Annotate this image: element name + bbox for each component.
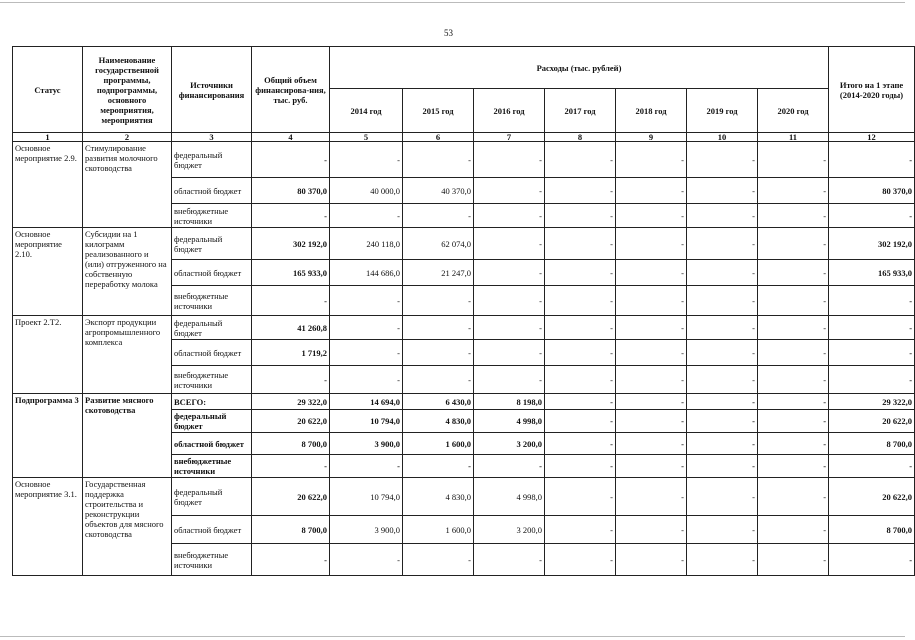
year-value-cell: - xyxy=(545,410,616,433)
year-value-cell: 21 247,0 xyxy=(403,260,474,286)
status-cell: Подпрограмма 3 xyxy=(13,394,83,478)
page-number: 53 xyxy=(444,28,453,38)
year-value-cell: - xyxy=(687,316,758,340)
year-value-cell: - xyxy=(616,204,687,228)
year-value-cell: - xyxy=(545,340,616,366)
year-value-cell: - xyxy=(758,260,829,286)
source-cell: федеральный бюджет xyxy=(172,142,252,178)
header-final: Итого на 1 этапе (2014-2020 годы) xyxy=(829,47,915,133)
scan-artifact xyxy=(0,2,905,3)
header-year: 2015 год xyxy=(403,89,474,133)
year-value-cell: - xyxy=(545,228,616,260)
year-value-cell: - xyxy=(403,142,474,178)
year-value-cell: - xyxy=(758,228,829,260)
total-cell: 1 719,2 xyxy=(252,340,330,366)
source-cell: областной бюджет xyxy=(172,260,252,286)
year-value-cell: 6 430,0 xyxy=(403,394,474,410)
year-value-cell: - xyxy=(330,286,403,316)
table-row xyxy=(13,142,915,178)
year-value-cell: 3 900,0 xyxy=(330,516,403,544)
header-name: Наименование государственной программы, подпрограммы, основного мероприятия, мероприятия xyxy=(83,47,172,133)
year-value-cell: - xyxy=(474,455,545,478)
name-cell: Стимулирование развития молочного скотоводства xyxy=(83,142,172,228)
source-cell: федеральный бюджет xyxy=(172,316,252,340)
year-value-cell: - xyxy=(758,394,829,410)
year-value-cell: - xyxy=(545,366,616,394)
year-value-cell: - xyxy=(545,394,616,410)
total-cell: 29 322,0 xyxy=(252,394,330,410)
year-value-cell: - xyxy=(474,260,545,286)
year-value-cell: - xyxy=(758,410,829,433)
year-value-cell: - xyxy=(758,178,829,204)
total-cell: 41 260,8 xyxy=(252,316,330,340)
year-value-cell: - xyxy=(616,178,687,204)
column-number: 9 xyxy=(616,133,687,142)
source-cell: внебюджетные источники xyxy=(172,286,252,316)
total-cell: - xyxy=(252,286,330,316)
year-value-cell: - xyxy=(687,455,758,478)
column-numbers-row xyxy=(13,133,915,142)
year-value-cell: - xyxy=(616,366,687,394)
source-cell: областной бюджет xyxy=(172,516,252,544)
year-value-cell: - xyxy=(616,316,687,340)
year-value-cell: 40 000,0 xyxy=(330,178,403,204)
source-cell: ВСЕГО: xyxy=(172,394,252,410)
year-value-cell: - xyxy=(758,478,829,516)
source-cell: федеральный бюджет xyxy=(172,478,252,516)
year-value-cell: 240 118,0 xyxy=(330,228,403,260)
total-cell: 302 192,0 xyxy=(252,228,330,260)
table-row xyxy=(13,478,915,516)
header-year: 2014 год xyxy=(330,89,403,133)
header-expenses: Расходы (тыс. рублей) xyxy=(330,47,829,89)
source-cell: внебюджетные источники xyxy=(172,366,252,394)
total-cell: - xyxy=(252,204,330,228)
year-value-cell: - xyxy=(474,544,545,576)
year-value-cell: - xyxy=(330,204,403,228)
column-number: 12 xyxy=(829,133,915,142)
year-value-cell: - xyxy=(474,228,545,260)
final-cell: - xyxy=(829,204,915,228)
year-value-cell: 1 600,0 xyxy=(403,516,474,544)
header-total: Общий объем финансирова-ния, тыс. руб. xyxy=(252,47,330,133)
total-cell: 8 700,0 xyxy=(252,433,330,455)
source-cell: федеральный бюджет xyxy=(172,228,252,260)
year-value-cell: - xyxy=(474,366,545,394)
year-value-cell: - xyxy=(687,478,758,516)
year-value-cell: - xyxy=(330,366,403,394)
final-cell: 8 700,0 xyxy=(829,516,915,544)
final-cell: 29 322,0 xyxy=(829,394,915,410)
year-value-cell: - xyxy=(687,394,758,410)
year-value-cell: - xyxy=(403,455,474,478)
total-cell: 8 700,0 xyxy=(252,516,330,544)
total-cell: - xyxy=(252,142,330,178)
year-value-cell: 4 998,0 xyxy=(474,478,545,516)
total-cell: - xyxy=(252,366,330,394)
final-cell: 8 700,0 xyxy=(829,433,915,455)
name-cell: Развитие мясного скотоводства xyxy=(83,394,172,478)
final-cell: - xyxy=(829,316,915,340)
column-number: 6 xyxy=(403,133,474,142)
year-value-cell: 62 074,0 xyxy=(403,228,474,260)
year-value-cell: - xyxy=(758,455,829,478)
year-value-cell: - xyxy=(687,366,758,394)
status-cell: Основное мероприятие 3.1. xyxy=(13,478,83,576)
source-cell: областной бюджет xyxy=(172,340,252,366)
total-cell: 20 622,0 xyxy=(252,410,330,433)
scan-artifact xyxy=(0,636,905,637)
year-value-cell: - xyxy=(758,286,829,316)
final-cell: - xyxy=(829,366,915,394)
column-number: 3 xyxy=(172,133,252,142)
name-cell: Субсидии на 1 килограмм реализованного и (или) отгруженного на собственную переработку молока xyxy=(83,228,172,316)
year-value-cell: - xyxy=(403,366,474,394)
year-value-cell: - xyxy=(403,340,474,366)
year-value-cell: - xyxy=(616,340,687,366)
budget-table xyxy=(12,46,915,576)
year-value-cell: - xyxy=(687,516,758,544)
year-value-cell: 10 794,0 xyxy=(330,410,403,433)
year-value-cell: - xyxy=(403,286,474,316)
year-value-cell: - xyxy=(330,455,403,478)
header-year: 2020 год xyxy=(758,89,829,133)
header-year: 2019 год xyxy=(687,89,758,133)
year-value-cell: - xyxy=(616,410,687,433)
column-number: 8 xyxy=(545,133,616,142)
year-value-cell: - xyxy=(687,228,758,260)
year-value-cell: - xyxy=(616,142,687,178)
final-cell: - xyxy=(829,544,915,576)
year-value-cell: - xyxy=(545,260,616,286)
source-cell: внебюджетные источники xyxy=(172,455,252,478)
total-cell: 165 933,0 xyxy=(252,260,330,286)
year-value-cell: - xyxy=(616,433,687,455)
year-value-cell: - xyxy=(545,316,616,340)
year-value-cell: 8 198,0 xyxy=(474,394,545,410)
year-value-cell: - xyxy=(616,516,687,544)
source-cell: областной бюджет xyxy=(172,433,252,455)
year-value-cell: - xyxy=(687,410,758,433)
year-value-cell: - xyxy=(330,316,403,340)
year-value-cell: - xyxy=(545,204,616,228)
year-value-cell: - xyxy=(687,178,758,204)
final-cell: 20 622,0 xyxy=(829,478,915,516)
header-source: Источники финансирования xyxy=(172,47,252,133)
table-row xyxy=(13,228,915,260)
name-cell: Государственная поддержка строительства и реконструкции объектов для мясного скотоводства xyxy=(83,478,172,576)
year-value-cell: 40 370,0 xyxy=(403,178,474,204)
year-value-cell: - xyxy=(330,340,403,366)
header-year: 2017 год xyxy=(545,89,616,133)
column-number: 4 xyxy=(252,133,330,142)
year-value-cell: - xyxy=(474,178,545,204)
year-value-cell: - xyxy=(758,516,829,544)
year-value-cell: - xyxy=(403,316,474,340)
final-cell: 20 622,0 xyxy=(829,410,915,433)
final-cell: 80 370,0 xyxy=(829,178,915,204)
year-value-cell: - xyxy=(687,286,758,316)
year-value-cell: - xyxy=(545,478,616,516)
year-value-cell: 4 998,0 xyxy=(474,410,545,433)
year-value-cell: - xyxy=(474,340,545,366)
column-number: 10 xyxy=(687,133,758,142)
year-value-cell: - xyxy=(616,455,687,478)
year-value-cell: - xyxy=(616,478,687,516)
final-cell: - xyxy=(829,286,915,316)
source-cell: областной бюджет xyxy=(172,178,252,204)
year-value-cell: - xyxy=(403,204,474,228)
total-cell: - xyxy=(252,455,330,478)
year-value-cell: 4 830,0 xyxy=(403,410,474,433)
year-value-cell: - xyxy=(758,316,829,340)
final-cell: - xyxy=(829,142,915,178)
source-cell: внебюджетные источники xyxy=(172,544,252,576)
total-cell: - xyxy=(252,544,330,576)
column-number: 5 xyxy=(330,133,403,142)
year-value-cell: - xyxy=(616,394,687,410)
year-value-cell: 4 830,0 xyxy=(403,478,474,516)
year-value-cell: - xyxy=(758,544,829,576)
year-value-cell: 1 600,0 xyxy=(403,433,474,455)
year-value-cell: - xyxy=(474,142,545,178)
year-value-cell: 144 686,0 xyxy=(330,260,403,286)
year-value-cell: - xyxy=(758,340,829,366)
table-row xyxy=(13,394,915,410)
column-number: 11 xyxy=(758,133,829,142)
source-cell: внебюджетные источники xyxy=(172,204,252,228)
final-cell: - xyxy=(829,340,915,366)
year-value-cell: - xyxy=(474,204,545,228)
table-row xyxy=(13,316,915,340)
year-value-cell: 3 200,0 xyxy=(474,516,545,544)
year-value-cell: - xyxy=(403,544,474,576)
total-cell: 80 370,0 xyxy=(252,178,330,204)
total-cell: 20 622,0 xyxy=(252,478,330,516)
year-value-cell: - xyxy=(758,142,829,178)
status-cell: Основное мероприятие 2.9. xyxy=(13,142,83,228)
year-value-cell: 3 200,0 xyxy=(474,433,545,455)
year-value-cell: - xyxy=(687,260,758,286)
year-value-cell: - xyxy=(474,286,545,316)
column-number: 2 xyxy=(83,133,172,142)
year-value-cell: - xyxy=(758,366,829,394)
header-status: Статус xyxy=(13,47,83,133)
year-value-cell: - xyxy=(545,433,616,455)
year-value-cell: - xyxy=(687,544,758,576)
year-value-cell: - xyxy=(616,260,687,286)
year-value-cell: 14 694,0 xyxy=(330,394,403,410)
year-value-cell: - xyxy=(687,433,758,455)
final-cell: 165 933,0 xyxy=(829,260,915,286)
year-value-cell: - xyxy=(545,286,616,316)
year-value-cell: - xyxy=(687,142,758,178)
year-value-cell: - xyxy=(330,142,403,178)
year-value-cell: - xyxy=(616,544,687,576)
year-value-cell: - xyxy=(545,516,616,544)
header-year: 2016 год xyxy=(474,89,545,133)
column-number: 7 xyxy=(474,133,545,142)
header-year: 2018 год xyxy=(616,89,687,133)
status-cell: Проект 2.Т2. xyxy=(13,316,83,394)
year-value-cell: - xyxy=(545,544,616,576)
year-value-cell: - xyxy=(758,433,829,455)
final-cell: - xyxy=(829,455,915,478)
year-value-cell: - xyxy=(687,204,758,228)
year-value-cell: - xyxy=(545,142,616,178)
source-cell: федеральный бюджет xyxy=(172,410,252,433)
year-value-cell: - xyxy=(545,178,616,204)
year-value-cell: - xyxy=(545,455,616,478)
year-value-cell: - xyxy=(616,228,687,260)
year-value-cell: 10 794,0 xyxy=(330,478,403,516)
year-value-cell: - xyxy=(687,340,758,366)
year-value-cell: - xyxy=(474,316,545,340)
final-cell: 302 192,0 xyxy=(829,228,915,260)
year-value-cell: 3 900,0 xyxy=(330,433,403,455)
column-number: 1 xyxy=(13,133,83,142)
year-value-cell: - xyxy=(758,204,829,228)
year-value-cell: - xyxy=(616,286,687,316)
name-cell: Экспорт продукции агропромышленного комплекса xyxy=(83,316,172,394)
year-value-cell: - xyxy=(330,544,403,576)
status-cell: Основное мероприятие 2.10. xyxy=(13,228,83,316)
